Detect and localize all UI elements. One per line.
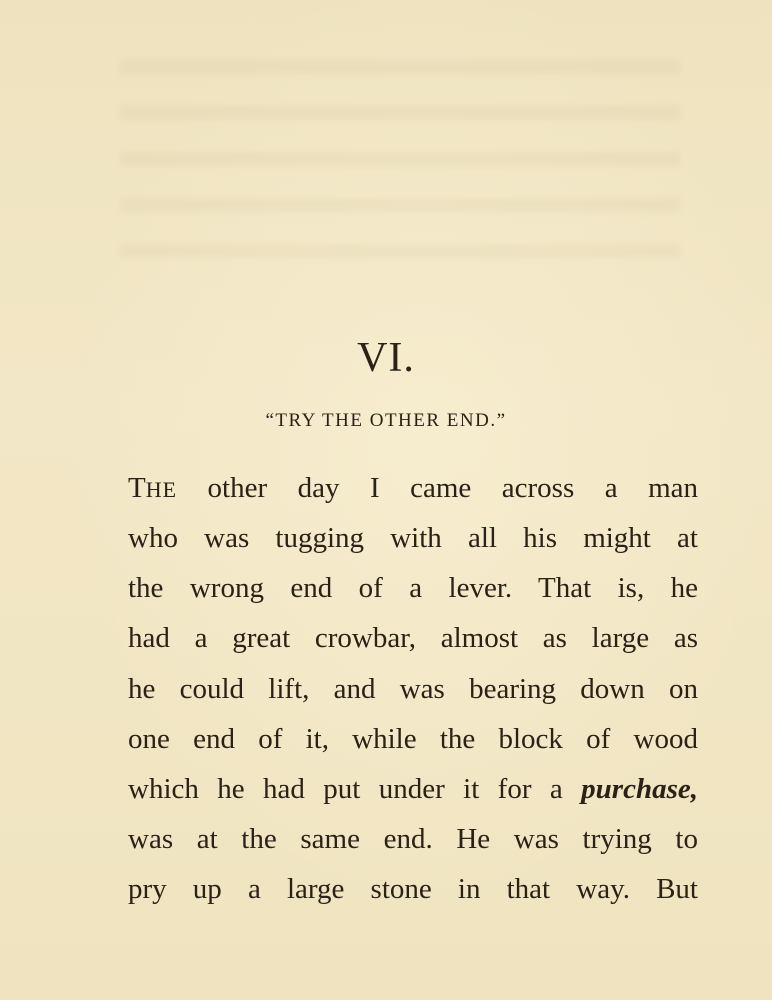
- line-text: which he had put under it for a: [128, 773, 563, 805]
- body-line-3: the wrong end of a lever. That is, he: [128, 572, 698, 604]
- body-line-5: he could lift, and was bearing down on: [128, 673, 698, 705]
- chapter-title: “TRY THE OTHER END.”: [265, 410, 507, 431]
- show-through-text: [120, 60, 680, 280]
- line-text: other day I came across a man: [207, 472, 698, 504]
- body-line-6: one end of it, while the block of wood: [128, 723, 698, 755]
- drop-cap: THE: [128, 472, 178, 504]
- chapter-number: VI.: [357, 335, 415, 381]
- body-line-8: was at the same end. He was trying to: [128, 823, 698, 855]
- body-line-1: [128, 468, 698, 510]
- body-line-9: pry up a large stone in that way. But: [128, 873, 698, 905]
- italic-word: purchase,: [581, 773, 698, 805]
- body-line-4: had a great crowbar, almost as large as: [128, 622, 698, 654]
- body-line-2: who was tugging with all his might at: [128, 522, 698, 554]
- body-line-7: [128, 769, 698, 809]
